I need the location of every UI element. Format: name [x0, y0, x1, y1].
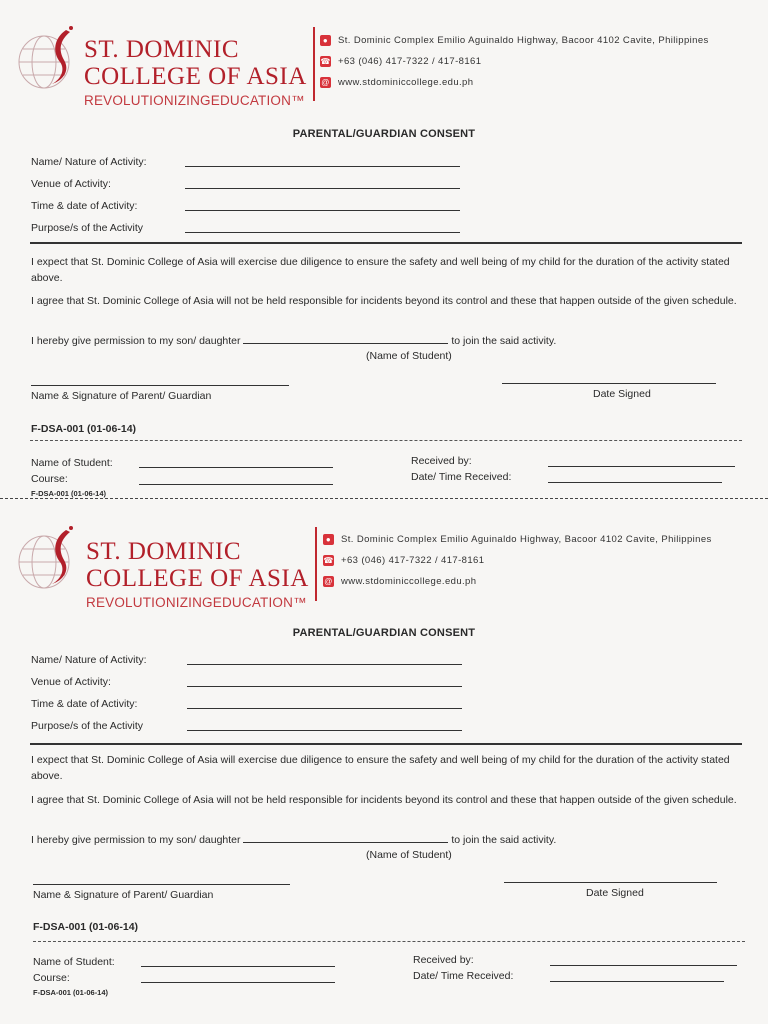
permission-line — [31, 333, 743, 349]
location-icon: ● — [323, 534, 334, 545]
parent-signature-line[interactable] — [31, 385, 289, 386]
header-divider — [315, 527, 317, 601]
field-label-activity: Name/ Nature of Activity: — [31, 156, 147, 168]
web-icon: @ — [321, 78, 330, 87]
consent-paragraph-2: I agree that St. Dominic College of Asia will not be held responsible for incidents beyond its control and these that happen outside of the given schedule. — [31, 295, 737, 307]
school-address: St. Dominic Complex Emilio Aguinaldo Highway, Bacoor 4102 Cavite, Philippines — [341, 534, 712, 545]
field-label-time-date: Time & date of Activity: — [31, 698, 138, 710]
field-line-venue[interactable] — [185, 188, 460, 189]
slip-course-line[interactable] — [139, 484, 333, 485]
slip-code: F-DSA-001 (01-06-14) — [33, 988, 109, 997]
field-label-activity: Name/ Nature of Activity: — [31, 654, 147, 666]
school-name-line2: COLLEGE OF ASIA — [84, 63, 307, 90]
field-line-activity[interactable] — [185, 166, 460, 167]
field-label-venue: Venue of Activity: — [31, 178, 111, 190]
school-website: www.stdominiccollege.edu.ph — [338, 77, 474, 88]
slip-course-line[interactable] — [141, 982, 335, 983]
permission-line — [31, 832, 743, 848]
location-icon: ● — [320, 35, 331, 46]
school-tagline: REVOLUTIONIZINGEDUCATION™ — [86, 595, 307, 610]
field-line-purpose[interactable] — [187, 730, 462, 731]
field-label-time-date: Time & date of Activity: — [31, 200, 138, 212]
slip-date-time-label: Date/ Time Received: — [411, 471, 512, 483]
date-signed-label: Date Signed — [586, 887, 644, 899]
slip-received-by-line[interactable] — [548, 466, 735, 467]
date-signed-line[interactable] — [504, 882, 717, 883]
slip-course-label: Course: — [31, 473, 68, 485]
date-signed-line[interactable] — [502, 383, 716, 384]
web-icon: @ — [324, 577, 333, 586]
school-name-line2: COLLEGE OF ASIA — [86, 565, 309, 592]
form-title: PARENTAL/GUARDIAN CONSENT — [292, 128, 476, 140]
field-label-purpose: Purpose/s of the Activity — [31, 222, 144, 234]
slip-received-by-label: Received by: — [411, 455, 472, 467]
consent-paragraph-1: I expect that St. Dominic College of Asia will exercise due diligence to ensure the safety and well being of my child for the duration of the activity stated above. — [31, 256, 730, 284]
permission-text-before: I hereby give permission to my son/ daughter — [31, 335, 241, 347]
parent-signature-line[interactable] — [33, 884, 290, 885]
field-line-time-date[interactable] — [185, 210, 460, 211]
school-tagline: REVOLUTIONIZINGEDUCATION™ — [84, 93, 305, 108]
slip-name-line[interactable] — [141, 966, 335, 967]
slip-divider — [30, 440, 742, 441]
field-line-venue[interactable] — [187, 686, 462, 687]
school-globe-logo-icon — [14, 22, 80, 94]
school-website: www.stdominiccollege.edu.ph — [341, 576, 477, 587]
field-label-venue: Venue of Activity: — [31, 676, 111, 688]
school-phone: +63 (046) 417-7322 / 417-8161 — [338, 56, 482, 67]
date-signed-label: Date Signed — [593, 388, 651, 400]
student-name-blank[interactable] — [243, 832, 448, 843]
permission-text-after: to join the said activity. — [451, 834, 557, 846]
field-line-time-date[interactable] — [187, 708, 462, 709]
slip-name-line[interactable] — [139, 467, 333, 468]
slip-date-time-line[interactable] — [550, 981, 724, 982]
slip-received-by-line[interactable] — [550, 965, 737, 966]
field-label-purpose: Purpose/s of the Activity — [31, 720, 144, 732]
consent-paragraph-1: I expect that St. Dominic College of Asia will exercise due diligence to ensure the safety and well being of my child for the duration of the activity stated above. — [31, 754, 730, 782]
consent-form-top — [0, 0, 768, 500]
parent-signature-label: Name & Signature of Parent/ Guardian — [33, 889, 214, 901]
slip-code: F-DSA-001 (01-06-14) — [31, 489, 107, 498]
slip-date-time-label: Date/ Time Received: — [413, 970, 514, 982]
section-rule — [30, 743, 742, 745]
school-address: St. Dominic Complex Emilio Aguinaldo Highway, Bacoor 4102 Cavite, Philippines — [338, 35, 709, 46]
school-name-line1: ST. DOMINIC — [86, 538, 242, 565]
slip-divider — [33, 941, 745, 942]
school-phone: +63 (046) 417-7322 / 417-8161 — [341, 555, 485, 566]
form-title: PARENTAL/GUARDIAN CONSENT — [292, 627, 476, 639]
slip-received-by-label: Received by: — [413, 954, 474, 966]
permission-text-before: I hereby give permission to my son/ daughter — [31, 834, 241, 846]
slip-course-label: Course: — [33, 972, 70, 984]
school-logo-text — [86, 538, 309, 610]
name-of-student-caption: (Name of Student) — [366, 350, 452, 362]
phone-icon: ☎ — [323, 556, 334, 565]
student-name-blank[interactable] — [243, 333, 448, 344]
permission-text-after: to join the said activity. — [451, 335, 557, 347]
header-divider — [313, 27, 315, 101]
cut-line — [0, 498, 768, 499]
slip-date-time-line[interactable] — [548, 482, 722, 483]
consent-form-bottom — [0, 500, 768, 1000]
form-code: F-DSA-001 (01-06-14) — [31, 423, 137, 435]
slip-name-label: Name of Student: — [31, 457, 113, 469]
consent-paragraph-2: I agree that St. Dominic College of Asia will not be held responsible for incidents beyond its control and these that happen outside of the given schedule. — [31, 794, 737, 806]
form-code: F-DSA-001 (01-06-14) — [33, 921, 139, 933]
school-contact — [323, 529, 712, 592]
phone-icon: ☎ — [320, 57, 331, 66]
field-line-purpose[interactable] — [185, 232, 460, 233]
school-globe-logo-icon — [14, 522, 80, 594]
slip-name-label: Name of Student: — [33, 956, 115, 968]
parent-signature-label: Name & Signature of Parent/ Guardian — [31, 390, 212, 402]
school-contact — [320, 30, 709, 93]
name-of-student-caption: (Name of Student) — [366, 849, 452, 861]
school-name-line1: ST. DOMINIC — [84, 36, 240, 63]
section-rule — [30, 242, 742, 244]
school-logo-text — [84, 36, 307, 108]
field-line-activity[interactable] — [187, 664, 462, 665]
